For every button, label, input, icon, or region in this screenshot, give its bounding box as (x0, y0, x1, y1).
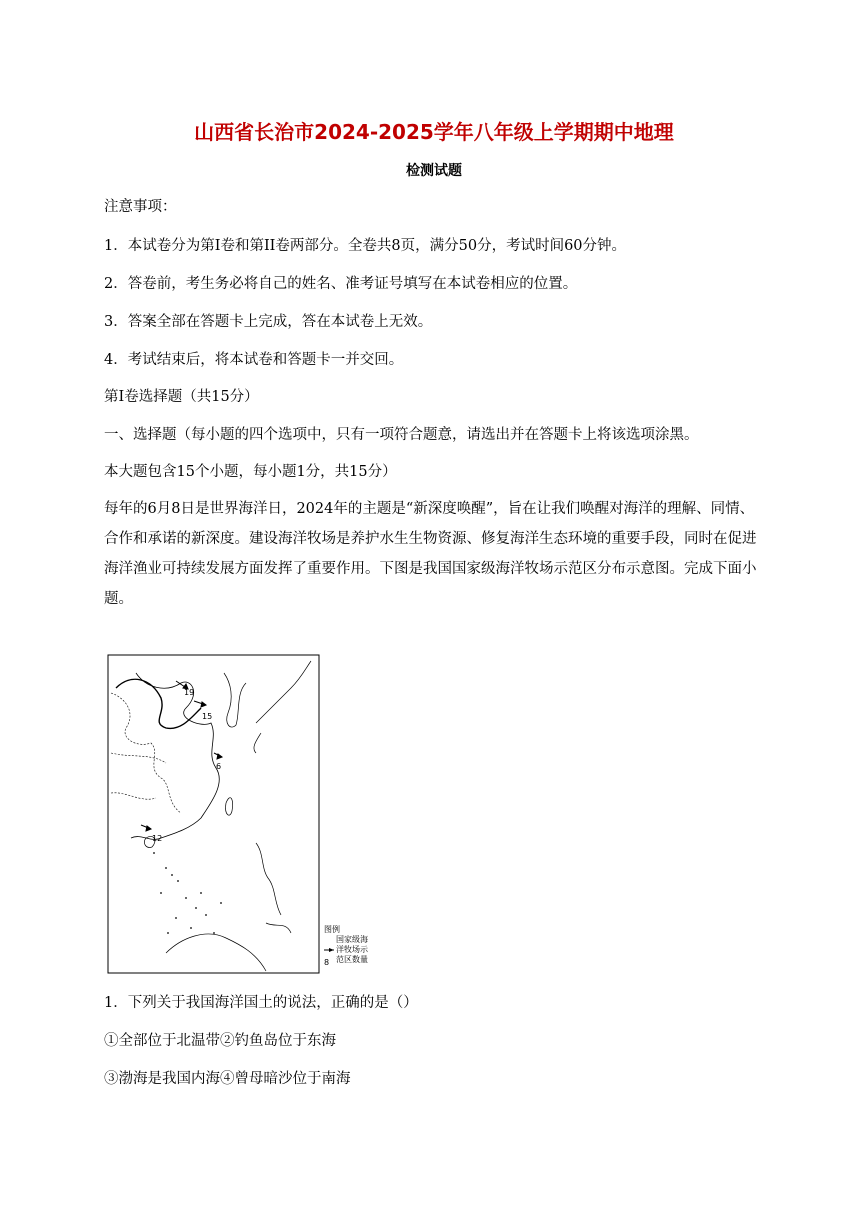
legend-line-2: 洋牧场示 (336, 945, 368, 954)
notice-item-2: 2．答卷前，考生务必将自己的姓名、准考证号填写在本试卷相应的位置。 (104, 276, 578, 292)
map-label-19: 19 (184, 688, 195, 697)
exam-title: 山西省长治市2024-2025学年八年级上学期期中地理 (194, 120, 674, 144)
notice-item-1: 1．本试卷分为第Ⅰ卷和第II卷两部分。全卷共8页，满分50分，考试时间60分钟。 (104, 238, 627, 254)
legend-number: 8 (324, 958, 330, 967)
map-frame (108, 655, 319, 973)
legend-line-3: 范区数量 (336, 955, 368, 964)
instructions-line-1: 一、选择题（每小题的四个选项中，只有一项符合题意，请选出并在答题卡上将该选项涂黑。 (104, 427, 699, 443)
exam-subtitle: 检测试题 (406, 163, 462, 179)
notice-item-4: 4．考试结束后，将本试卷和答题卡一并交回。 (104, 352, 404, 368)
map-legend (324, 924, 369, 967)
section-heading: 第Ⅰ卷选择题（共15分） (104, 389, 259, 405)
map-label-6: 6 (216, 762, 222, 771)
marine-ranch-map (106, 653, 378, 975)
instructions-line-2: 本大题包含15个小题，每小题1分，共15分） (104, 464, 397, 480)
passage: 每年的6月8日是世界海洋日，2024年的主题是“新深度唤醒”，旨在让我们唤醒对海洋的理解、同情、合作和承诺的新深度。建设海洋牧场是养护水生生物资源、修复海洋生态环境的重要手段，同时在促进海洋渔业可持续发展方面发挥了重要作用。下图是我国国家级海洋牧场示范区分布示意图。完成下面小题。 (104, 501, 757, 607)
map-figure (106, 653, 378, 975)
question-1: 1．下列关于我国海洋国土的说法，正确的是（） (104, 995, 418, 1011)
legend-line-1: 国家级海 (336, 935, 368, 944)
question-1-options-line-2: ③渤海是我国内海④曾母暗沙位于南海 (104, 1071, 351, 1087)
map-label-12: 12 (152, 834, 163, 843)
question-1-options-line-1: ①全部位于北温带②钓鱼岛位于东海 (104, 1033, 336, 1049)
notice-item-3: 3．答案全部在答题卡上完成，答在本试卷上无效。 (104, 314, 433, 330)
notice-heading: 注意事项： (104, 199, 177, 215)
legend-title: 图例 (324, 925, 340, 934)
map-label-15: 15 (202, 712, 213, 721)
